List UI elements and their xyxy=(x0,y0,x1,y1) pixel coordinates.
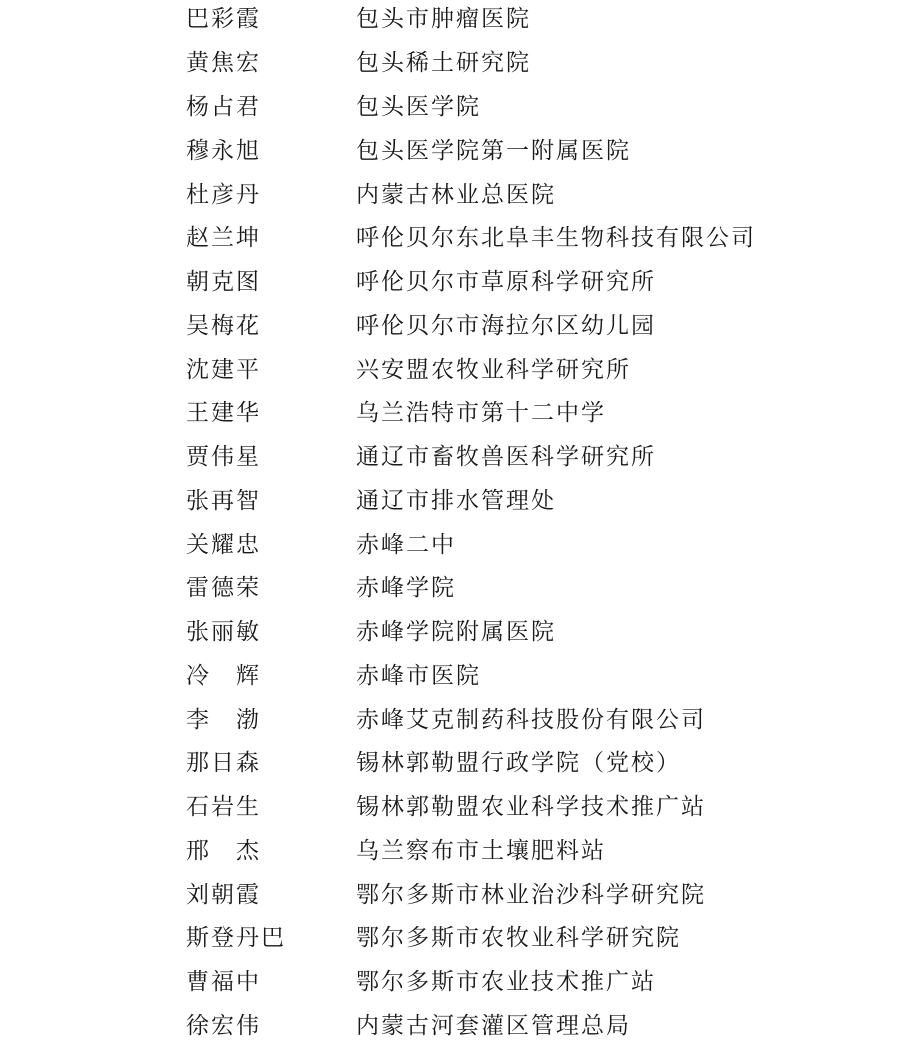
person-name: 雷德荣 xyxy=(186,575,261,601)
organization-name: 包头稀土研究院 xyxy=(356,50,531,76)
organization-name: 呼伦贝尔市海拉尔区幼儿园 xyxy=(356,313,656,339)
person-name: 黄焦宏 xyxy=(186,50,261,76)
list-item xyxy=(0,523,900,567)
list-item xyxy=(0,391,900,435)
list-item xyxy=(0,873,900,917)
person-name: 吴梅花 xyxy=(186,313,261,339)
organization-name: 内蒙古河套灌区管理总局 xyxy=(356,1013,631,1039)
person-name: 沈建平 xyxy=(186,357,261,383)
organization-name: 包头医学院第一附属医院 xyxy=(356,138,631,164)
person-name: 斯登丹巴 xyxy=(186,925,286,951)
list-item xyxy=(0,304,900,348)
list-item xyxy=(0,435,900,479)
person-name: 贾伟星 xyxy=(186,444,261,470)
list-item xyxy=(0,348,900,392)
list-item xyxy=(0,260,900,304)
person-name: 朝克图 xyxy=(186,269,261,295)
organization-name: 赤峰学院 xyxy=(356,575,456,601)
organization-name: 赤峰市医院 xyxy=(356,663,481,689)
organization-name: 鄂尔多斯市林业治沙科学研究院 xyxy=(356,882,706,908)
person-name: 穆永旭 xyxy=(186,138,261,164)
organization-name: 乌兰浩特市第十二中学 xyxy=(356,400,606,426)
person-name: 张丽敏 xyxy=(186,619,261,645)
organization-name: 呼伦贝尔东北阜丰生物科技有限公司 xyxy=(356,225,756,251)
person-name: 巴彩霞 xyxy=(186,6,261,32)
organization-name: 鄂尔多斯市农牧业科学研究院 xyxy=(356,925,681,951)
list-item xyxy=(0,129,900,173)
person-name: 张再智 xyxy=(186,488,261,514)
list-item xyxy=(0,41,900,85)
person-name: 李 渤 xyxy=(186,707,261,733)
organization-name: 通辽市排水管理处 xyxy=(356,488,556,514)
person-name: 刘朝霞 xyxy=(186,882,261,908)
organization-name: 锡林郭勒盟行政学院（党校） xyxy=(356,750,681,776)
person-name: 王建华 xyxy=(186,400,261,426)
list-item xyxy=(0,216,900,260)
list-item xyxy=(0,960,900,1004)
organization-name: 锡林郭勒盟农业科学技术推广站 xyxy=(356,794,706,820)
person-name: 赵兰坤 xyxy=(186,225,261,251)
list-item xyxy=(0,654,900,698)
organization-name: 鄂尔多斯市农业技术推广站 xyxy=(356,969,656,995)
person-name: 冷 辉 xyxy=(186,663,261,689)
person-name: 石岩生 xyxy=(186,794,261,820)
organization-name: 赤峰艾克制药科技股份有限公司 xyxy=(356,707,706,733)
list-item xyxy=(0,1004,900,1048)
organization-name: 乌兰察布市土壤肥料站 xyxy=(356,838,606,864)
list-item xyxy=(0,85,900,129)
organization-name: 赤峰二中 xyxy=(356,532,456,558)
person-name: 关耀忠 xyxy=(186,532,261,558)
person-name: 杨占君 xyxy=(186,94,261,120)
list-item xyxy=(0,173,900,217)
list-item xyxy=(0,566,900,610)
organization-name: 呼伦贝尔市草原科学研究所 xyxy=(356,269,656,295)
person-name: 那日森 xyxy=(186,750,261,776)
list-item xyxy=(0,916,900,960)
person-name: 邢 杰 xyxy=(186,838,261,864)
organization-name: 包头市肿瘤医院 xyxy=(356,6,531,32)
person-name: 杜彦丹 xyxy=(186,182,261,208)
organization-name: 兴安盟农牧业科学研究所 xyxy=(356,357,631,383)
list-item xyxy=(0,610,900,654)
list-item xyxy=(0,479,900,523)
list-item xyxy=(0,829,900,873)
organization-name: 赤峰学院附属医院 xyxy=(356,619,556,645)
organization-name: 包头医学院 xyxy=(356,94,481,120)
organization-name: 内蒙古林业总医院 xyxy=(356,182,556,208)
person-name: 徐宏伟 xyxy=(186,1013,261,1039)
list-item xyxy=(0,785,900,829)
person-name: 曹福中 xyxy=(186,969,261,995)
list-item xyxy=(0,698,900,742)
organization-name: 通辽市畜牧兽医科学研究所 xyxy=(356,444,656,470)
list-item xyxy=(0,741,900,785)
list-item xyxy=(0,0,900,41)
